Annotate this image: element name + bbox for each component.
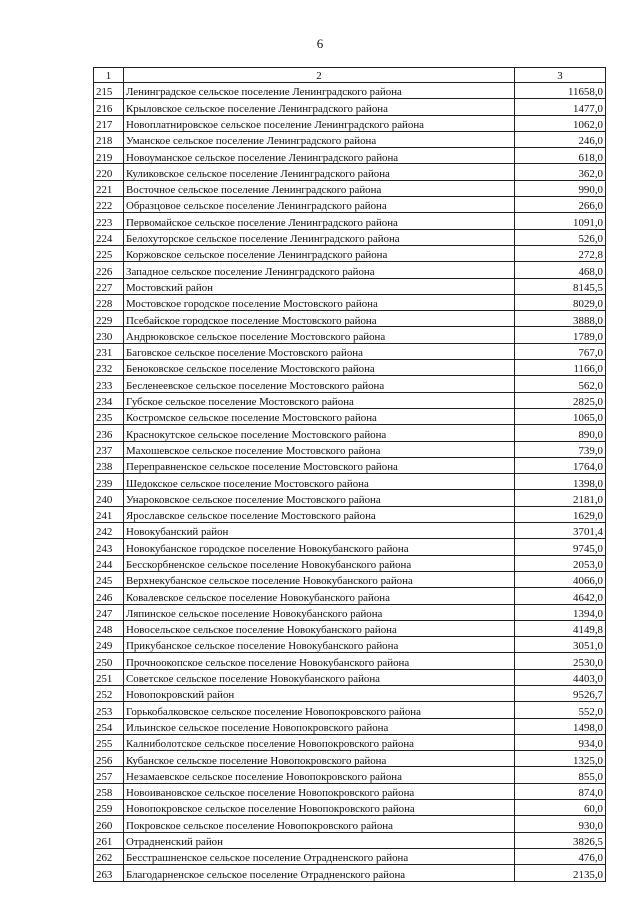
amount-value: 1065,0 — [515, 408, 606, 424]
table-row — [94, 197, 606, 213]
row-number: 238 — [94, 457, 124, 473]
municipality-name: Ильинское сельское поселение Новопокровского района — [124, 718, 515, 734]
municipality-name: Новоивановское сельское поселение Новопокровского района — [124, 783, 515, 799]
table-row — [94, 783, 606, 799]
table-row — [94, 115, 606, 131]
amount-value: 855,0 — [515, 767, 606, 783]
row-number: 260 — [94, 816, 124, 832]
row-number: 252 — [94, 685, 124, 701]
amount-value: 362,0 — [515, 164, 606, 180]
amount-value: 8029,0 — [515, 294, 606, 310]
row-number: 251 — [94, 669, 124, 685]
amount-value: 9745,0 — [515, 539, 606, 555]
row-number: 256 — [94, 751, 124, 767]
amount-value: 2135,0 — [515, 865, 606, 881]
amount-value: 739,0 — [515, 441, 606, 457]
table-row — [94, 408, 606, 424]
amount-value: 1398,0 — [515, 474, 606, 490]
amount-value: 1764,0 — [515, 457, 606, 473]
municipality-name: Мостовское городское поселение Мостовского района — [124, 294, 515, 310]
municipality-name: Унароковское сельское поселение Мостовского района — [124, 490, 515, 506]
row-number: 255 — [94, 734, 124, 750]
row-number: 257 — [94, 767, 124, 783]
amount-value: 552,0 — [515, 702, 606, 718]
municipality-name: Горькобалковское сельское поселение Новопокровского района — [124, 702, 515, 718]
municipality-name: Новосельское сельское поселение Новокубанского района — [124, 620, 515, 636]
table-row — [94, 164, 606, 180]
table-row — [94, 311, 606, 327]
row-number: 229 — [94, 311, 124, 327]
municipality-name: Андрюковское сельское поселение Мостовского района — [124, 327, 515, 343]
amount-value: 11658,0 — [515, 83, 606, 99]
row-number: 222 — [94, 197, 124, 213]
amount-value: 8145,5 — [515, 278, 606, 294]
row-number: 261 — [94, 832, 124, 848]
municipality-name: Переправненское сельское поселение Мостовского района — [124, 457, 515, 473]
amount-value: 4066,0 — [515, 571, 606, 587]
row-number: 217 — [94, 115, 124, 131]
table-row — [94, 800, 606, 816]
table-row — [94, 392, 606, 408]
row-number: 230 — [94, 327, 124, 343]
table-row — [94, 702, 606, 718]
table-row — [94, 131, 606, 147]
page-number: 6 — [316, 36, 324, 51]
table-row — [94, 343, 606, 359]
amount-value: 930,0 — [515, 816, 606, 832]
municipality-name: Прикубанское сельское поселение Новокубанского района — [124, 637, 515, 653]
row-number: 247 — [94, 604, 124, 620]
amount-value: 3826,5 — [515, 832, 606, 848]
table-row — [94, 294, 606, 310]
amount-value: 2181,0 — [515, 490, 606, 506]
table-row — [94, 653, 606, 669]
amount-value: 934,0 — [515, 734, 606, 750]
municipality-name: Бесскорбненское сельское поселение Новокубанского района — [124, 555, 515, 571]
amount-value: 9526,7 — [515, 685, 606, 701]
table-row — [94, 457, 606, 473]
municipality-name: Калниболотское сельское поселение Новопокровского района — [124, 734, 515, 750]
amount-value: 874,0 — [515, 783, 606, 799]
amount-value: 4642,0 — [515, 588, 606, 604]
table-row — [94, 213, 606, 229]
municipality-name: Ковалевское сельское поселение Новокубанского района — [124, 588, 515, 604]
row-number: 254 — [94, 718, 124, 734]
row-number: 216 — [94, 99, 124, 115]
table-row — [94, 718, 606, 734]
municipality-name: Псебайское городское поселение Мостовского района — [124, 311, 515, 327]
row-number: 262 — [94, 848, 124, 864]
municipality-name: Покровское сельское поселение Новопокровского района — [124, 816, 515, 832]
municipality-name: Советское сельское поселение Новокубанского района — [124, 669, 515, 685]
table-row — [94, 588, 606, 604]
table-row — [94, 83, 606, 99]
row-number: 240 — [94, 490, 124, 506]
table-row — [94, 148, 606, 164]
table-row — [94, 637, 606, 653]
amount-value: 1629,0 — [515, 506, 606, 522]
table-row — [94, 767, 606, 783]
municipality-name: Ярославское сельское поселение Мостовского района — [124, 506, 515, 522]
amount-value: 1325,0 — [515, 751, 606, 767]
amount-value: 526,0 — [515, 229, 606, 245]
amount-value: 1091,0 — [515, 213, 606, 229]
table-row — [94, 327, 606, 343]
row-number: 228 — [94, 294, 124, 310]
row-number: 259 — [94, 800, 124, 816]
municipality-name: Губское сельское поселение Мостовского района — [124, 392, 515, 408]
row-number: 221 — [94, 180, 124, 196]
amount-value: 2530,0 — [515, 653, 606, 669]
municipality-name: Махошевское сельское поселение Мостовского района — [124, 441, 515, 457]
table-row — [94, 865, 606, 881]
amount-value: 767,0 — [515, 343, 606, 359]
table-row — [94, 278, 606, 294]
municipality-name: Новопокровский район — [124, 685, 515, 701]
amount-value: 618,0 — [515, 148, 606, 164]
amount-value: 1498,0 — [515, 718, 606, 734]
amount-value: 1062,0 — [515, 115, 606, 131]
municipality-name: Прочноокопское сельское поселение Новокубанского района — [124, 653, 515, 669]
table-row — [94, 620, 606, 636]
table-row — [94, 539, 606, 555]
municipality-name: Благодарненское сельское поселение Отрадненского района — [124, 865, 515, 881]
table-row — [94, 604, 606, 620]
table-row — [94, 441, 606, 457]
amount-value: 60,0 — [515, 800, 606, 816]
amount-value: 2053,0 — [515, 555, 606, 571]
municipality-name: Верхнекубанское сельское поселение Новокубанского района — [124, 571, 515, 587]
row-number: 218 — [94, 131, 124, 147]
table-row — [94, 474, 606, 490]
row-number: 250 — [94, 653, 124, 669]
amount-value: 1394,0 — [515, 604, 606, 620]
table-row — [94, 180, 606, 196]
amount-value: 4403,0 — [515, 669, 606, 685]
amount-value: 4149,8 — [515, 620, 606, 636]
table-row — [94, 816, 606, 832]
row-number: 243 — [94, 539, 124, 555]
municipality-name: Уманское сельское поселение Ленинградского района — [124, 131, 515, 147]
row-number: 232 — [94, 360, 124, 376]
municipality-name: Краснокутское сельское поселение Мостовского района — [124, 425, 515, 441]
row-number: 263 — [94, 865, 124, 881]
column-header-value: 3 — [515, 68, 606, 83]
column-header-number: 1 — [94, 68, 124, 83]
row-number: 253 — [94, 702, 124, 718]
row-number: 236 — [94, 425, 124, 441]
municipality-name: Незамаевское сельское поселение Новопокровского района — [124, 767, 515, 783]
municipality-name: Мостовский район — [124, 278, 515, 294]
amount-value: 890,0 — [515, 425, 606, 441]
row-number: 245 — [94, 571, 124, 587]
row-number: 242 — [94, 523, 124, 539]
municipality-name: Новоплатнировское сельское поселение Ленинградского района — [124, 115, 515, 131]
municipality-name: Коржовское сельское поселение Ленинградского района — [124, 245, 515, 261]
amount-value: 990,0 — [515, 180, 606, 196]
amount-value: 246,0 — [515, 131, 606, 147]
municipality-name: Беноковское сельское поселение Мостовского района — [124, 360, 515, 376]
table-row — [94, 425, 606, 441]
table-row — [94, 490, 606, 506]
municipality-name: Баговское сельское поселение Мостовского района — [124, 343, 515, 359]
table-row — [94, 523, 606, 539]
row-number: 237 — [94, 441, 124, 457]
municipality-name: Кубанское сельское поселение Новопокровского района — [124, 751, 515, 767]
amount-value: 476,0 — [515, 848, 606, 864]
table-row — [94, 506, 606, 522]
row-number: 215 — [94, 83, 124, 99]
amount-value: 562,0 — [515, 376, 606, 392]
table-row — [94, 751, 606, 767]
row-number: 225 — [94, 245, 124, 261]
amount-value: 1166,0 — [515, 360, 606, 376]
amount-value: 3888,0 — [515, 311, 606, 327]
row-number: 219 — [94, 148, 124, 164]
table-row — [94, 734, 606, 750]
table-row — [94, 360, 606, 376]
table-row — [94, 832, 606, 848]
row-number: 226 — [94, 262, 124, 278]
municipality-name: Ляпинское сельское поселение Новокубанского района — [124, 604, 515, 620]
row-number: 223 — [94, 213, 124, 229]
table-row — [94, 848, 606, 864]
row-number: 258 — [94, 783, 124, 799]
column-header-name: 2 — [124, 68, 515, 83]
municipality-name: Первомайское сельское поселение Ленинградского района — [124, 213, 515, 229]
municipality-name: Шедокское сельское поселение Мостовского района — [124, 474, 515, 490]
table-row — [94, 685, 606, 701]
municipality-name: Восточное сельское поселение Ленинградского района — [124, 180, 515, 196]
row-number: 233 — [94, 376, 124, 392]
municipality-name: Новокубанский район — [124, 523, 515, 539]
row-number: 224 — [94, 229, 124, 245]
municipality-name: Новопокровское сельское поселение Новопокровского района — [124, 800, 515, 816]
row-number: 234 — [94, 392, 124, 408]
municipality-name: Образцовое сельское поселение Ленинградского района — [124, 197, 515, 213]
amount-value: 3701,4 — [515, 523, 606, 539]
municipality-name: Новокубанское городское поселение Новокубанского района — [124, 539, 515, 555]
amount-value: 3051,0 — [515, 637, 606, 653]
row-number: 231 — [94, 343, 124, 359]
row-number: 244 — [94, 555, 124, 571]
row-number: 239 — [94, 474, 124, 490]
table-row — [94, 262, 606, 278]
table-row — [94, 376, 606, 392]
table-row — [94, 245, 606, 261]
row-number: 227 — [94, 278, 124, 294]
municipality-name: Крыловское сельское поселение Ленинградского района — [124, 99, 515, 115]
row-number: 246 — [94, 588, 124, 604]
amount-value: 1477,0 — [515, 99, 606, 115]
allocation-table — [93, 67, 606, 882]
table-row — [94, 571, 606, 587]
row-number: 249 — [94, 637, 124, 653]
municipality-name: Белохуторское сельское поселение Ленинградского района — [124, 229, 515, 245]
municipality-name: Ленинградское сельское поселение Ленинградского района — [124, 83, 515, 99]
table-header-row — [94, 68, 606, 83]
municipality-name: Бесстрашненское сельское поселение Отрадненского района — [124, 848, 515, 864]
amount-value: 272,8 — [515, 245, 606, 261]
table-row — [94, 99, 606, 115]
municipality-name: Бесленеевское сельское поселение Мостовского района — [124, 376, 515, 392]
table-row — [94, 669, 606, 685]
table-row — [94, 229, 606, 245]
amount-value: 1789,0 — [515, 327, 606, 343]
row-number: 220 — [94, 164, 124, 180]
row-number: 241 — [94, 506, 124, 522]
municipality-name: Куликовское сельское поселение Ленинградского района — [124, 164, 515, 180]
municipality-name: Новоуманское сельское поселение Ленинградского района — [124, 148, 515, 164]
row-number: 235 — [94, 408, 124, 424]
municipality-name: Отрадненский район — [124, 832, 515, 848]
municipality-name: Костромское сельское поселение Мостовского района — [124, 408, 515, 424]
row-number: 248 — [94, 620, 124, 636]
table-row — [94, 555, 606, 571]
amount-value: 266,0 — [515, 197, 606, 213]
amount-value: 2825,0 — [515, 392, 606, 408]
municipality-name: Западное сельское поселение Ленинградского района — [124, 262, 515, 278]
amount-value: 468,0 — [515, 262, 606, 278]
